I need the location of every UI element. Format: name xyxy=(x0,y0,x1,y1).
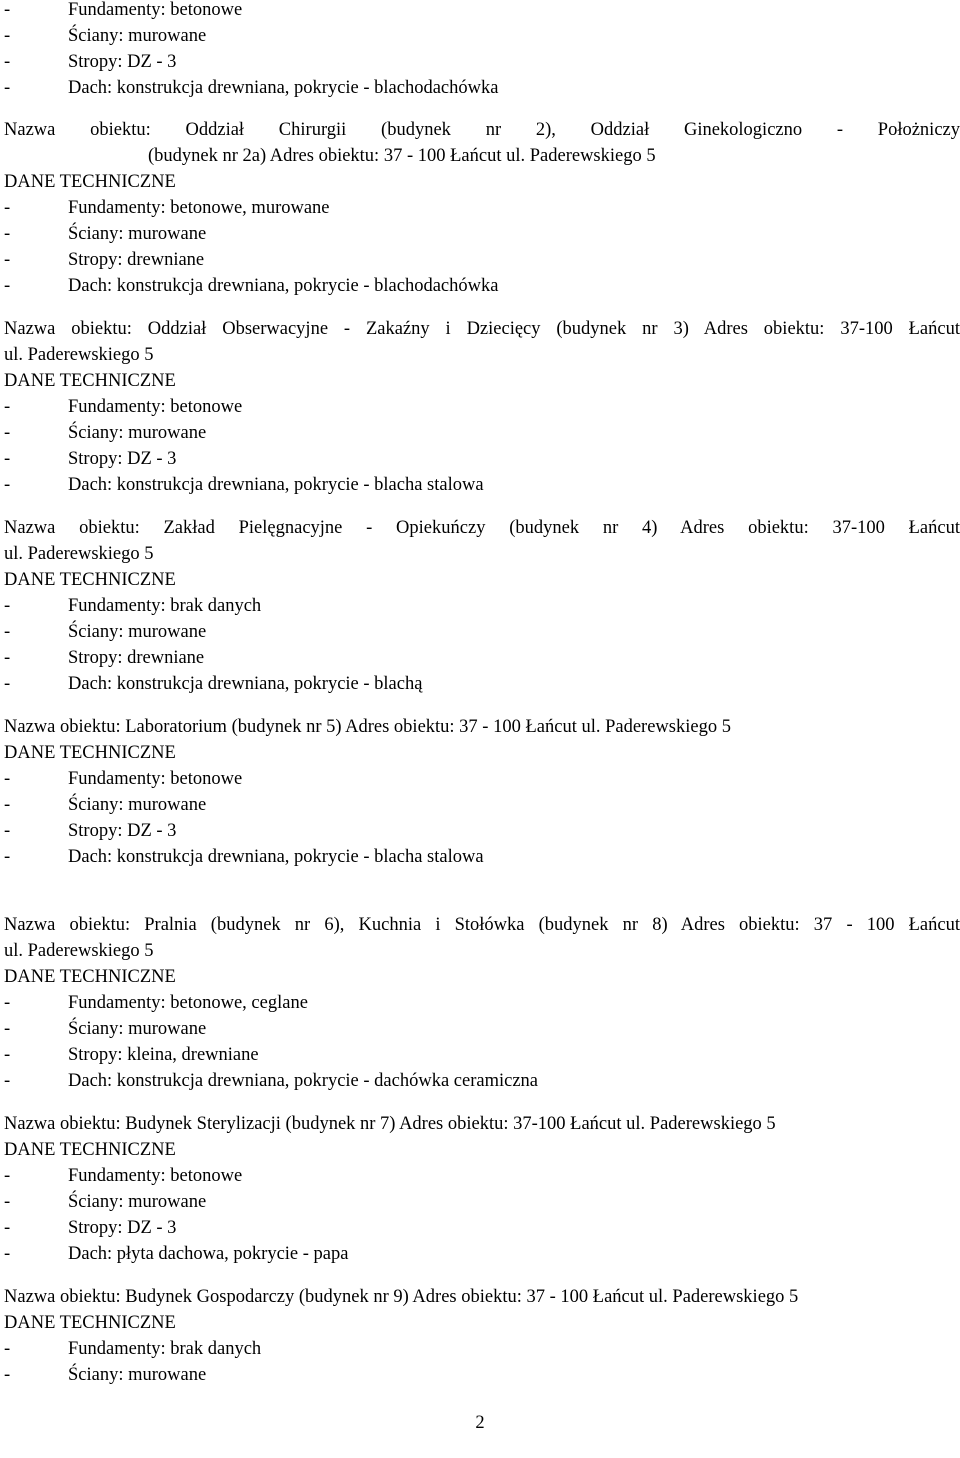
item-text: Dach: konstrukcja drewniana, pokrycie - blachodachówka xyxy=(68,78,499,98)
item-text: Ściany: murowane xyxy=(68,1019,207,1039)
list-item: - Ściany: murowane xyxy=(0,792,960,818)
section-header: DANE TECHNICZNE xyxy=(4,172,176,192)
item-text: Dach: konstrukcja drewniana, pokrycie - blacha stalowa xyxy=(68,475,484,495)
item-text: Ściany: murowane xyxy=(68,1365,207,1385)
list-item: - Dach: konstrukcja drewniana, pokrycie - blacha stalowa xyxy=(0,472,960,498)
list-item: - Dach: konstrukcja drewniana, pokrycie - blachodachówka xyxy=(0,273,960,299)
list-item: - Dach: konstrukcja drewniana, pokrycie - dachówka ceramiczna xyxy=(0,1068,960,1094)
item-text: Dach: płyta dachowa, pokrycie - papa xyxy=(68,1244,349,1264)
object-name: Nazwa obiektu: Oddział Obserwacyjne - Zakaźny i Dziecięcy (budynek nr 3) Adres obiektu: 37-100 Łańcut xyxy=(4,319,960,339)
list-item: - Fundamenty: brak danych xyxy=(0,1336,960,1362)
list-item: - Ściany: murowane xyxy=(0,23,960,49)
list-item: - Stropy: DZ - 3 xyxy=(0,818,960,844)
list-item: - Fundamenty: brak danych xyxy=(0,593,960,619)
list-item: - Stropy: drewniane xyxy=(0,247,960,273)
item-text: Ściany: murowane xyxy=(68,26,207,46)
item-text: Fundamenty: brak danych xyxy=(68,1339,262,1359)
object-name-continued: ul. Paderewskiego 5 xyxy=(4,345,154,365)
list-item: - Stropy: DZ - 3 xyxy=(0,49,960,75)
item-text: Ściany: murowane xyxy=(68,423,207,443)
list-item: - Dach: konstrukcja drewniana, pokrycie - blacha stalowa xyxy=(0,844,960,870)
list-item: - Ściany: murowane xyxy=(0,1362,960,1388)
item-text: Dach: konstrukcja drewniana, pokrycie - blachą xyxy=(68,674,423,694)
building-section xyxy=(0,1284,960,1388)
building-section xyxy=(0,117,960,299)
item-text: Fundamenty: betonowe xyxy=(68,397,243,417)
section-header: DANE TECHNICZNE xyxy=(4,1140,176,1160)
building-section xyxy=(0,0,960,101)
list-item: - Fundamenty: betonowe, ceglane xyxy=(0,990,960,1016)
list-item: - Ściany: murowane xyxy=(0,1189,960,1215)
list-item: - Stropy: drewniane xyxy=(0,645,960,671)
item-text: Ściany: murowane xyxy=(68,622,207,642)
item-text: Fundamenty: betonowe, ceglane xyxy=(68,993,308,1013)
list-item: - Ściany: murowane xyxy=(0,420,960,446)
section-header: DANE TECHNICZNE xyxy=(4,743,176,763)
object-name: Nazwa obiektu: Zakład Pielęgnacyjne - Opiekuńczy (budynek nr 4) Adres obiektu: 37-100 Łańcut xyxy=(4,518,960,538)
page-number: 2 xyxy=(475,1413,485,1433)
item-text: Dach: konstrukcja drewniana, pokrycie - blacha stalowa xyxy=(68,847,484,867)
object-name: Nazwa obiektu: Laboratorium (budynek nr 5) Adres obiektu: 37 - 100 Łańcut ul. Paderewskiego 5 xyxy=(4,717,731,737)
list-item: - Dach: konstrukcja drewniana, pokrycie - blachodachówka xyxy=(0,75,960,101)
item-text: Ściany: murowane xyxy=(68,795,207,815)
list-item: - Stropy: kleina, drewniane xyxy=(0,1042,960,1068)
list-item: - Fundamenty: betonowe xyxy=(0,0,960,23)
list-item: - Fundamenty: betonowe xyxy=(0,1163,960,1189)
item-text: Stropy: DZ - 3 xyxy=(68,821,177,841)
item-text: Fundamenty: brak danych xyxy=(68,596,262,616)
list-item: - Dach: konstrukcja drewniana, pokrycie - blachą xyxy=(0,671,960,697)
list-item: - Ściany: murowane xyxy=(0,1016,960,1042)
list-item: - Fundamenty: betonowe xyxy=(0,766,960,792)
building-section xyxy=(0,1111,960,1267)
item-text: Stropy: drewniane xyxy=(68,648,205,668)
item-text: Fundamenty: betonowe xyxy=(68,769,243,789)
object-name: Nazwa obiektu: Oddział Chirurgii (budynek nr 2), Oddział Ginekologiczno - Położniczy xyxy=(4,120,960,140)
building-section xyxy=(0,714,960,870)
section-header: DANE TECHNICZNE xyxy=(4,1313,176,1333)
item-text: Ściany: murowane xyxy=(68,1192,207,1212)
item-text: Ściany: murowane xyxy=(68,224,207,244)
item-text: Stropy: DZ - 3 xyxy=(68,449,177,469)
object-name-continued: (budynek nr 2a) Adres obiektu: 37 - 100 Łańcut ul. Paderewskiego 5 xyxy=(148,146,656,166)
list-item: - Stropy: DZ - 3 xyxy=(0,1215,960,1241)
list-item: - Fundamenty: betonowe xyxy=(0,394,960,420)
list-item: - Ściany: murowane xyxy=(0,221,960,247)
item-text: Stropy: kleina, drewniane xyxy=(68,1045,259,1065)
item-text: Fundamenty: betonowe, murowane xyxy=(68,198,330,218)
building-section xyxy=(0,515,960,697)
item-text: Stropy: drewniane xyxy=(68,250,205,270)
object-name: Nazwa obiektu: Budynek Gospodarczy (budynek nr 9) Adres obiektu: 37 - 100 Łańcut ul. Paderewskiego 5 xyxy=(4,1287,799,1307)
list-item: - Stropy: DZ - 3 xyxy=(0,446,960,472)
list-item: - Dach: płyta dachowa, pokrycie - papa xyxy=(0,1241,960,1267)
list-item: - Ściany: murowane xyxy=(0,619,960,645)
building-section xyxy=(0,316,960,498)
item-text: Fundamenty: betonowe xyxy=(68,0,243,20)
object-name-continued: ul. Paderewskiego 5 xyxy=(4,941,154,961)
item-text: Stropy: DZ - 3 xyxy=(68,52,177,72)
item-text: Stropy: DZ - 3 xyxy=(68,1218,177,1238)
object-name: Nazwa obiektu: Budynek Sterylizacji (budynek nr 7) Adres obiektu: 37-100 Łańcut ul. Paderewskiego 5 xyxy=(4,1114,776,1134)
building-section xyxy=(0,912,960,1094)
list-item: - Fundamenty: betonowe, murowane xyxy=(0,195,960,221)
object-name-continued: ul. Paderewskiego 5 xyxy=(4,544,154,564)
section-header: DANE TECHNICZNE xyxy=(4,967,176,987)
item-text: Fundamenty: betonowe xyxy=(68,1166,243,1186)
section-header: DANE TECHNICZNE xyxy=(4,570,176,590)
section-header: DANE TECHNICZNE xyxy=(4,371,176,391)
item-text: Dach: konstrukcja drewniana, pokrycie - dachówka ceramiczna xyxy=(68,1071,538,1091)
object-name: Nazwa obiektu: Pralnia (budynek nr 6), Kuchnia i Stołówka (budynek nr 8) Adres obiektu: 37 - 100 Łańcut xyxy=(4,915,960,935)
item-text: Dach: konstrukcja drewniana, pokrycie - blachodachówka xyxy=(68,276,499,296)
